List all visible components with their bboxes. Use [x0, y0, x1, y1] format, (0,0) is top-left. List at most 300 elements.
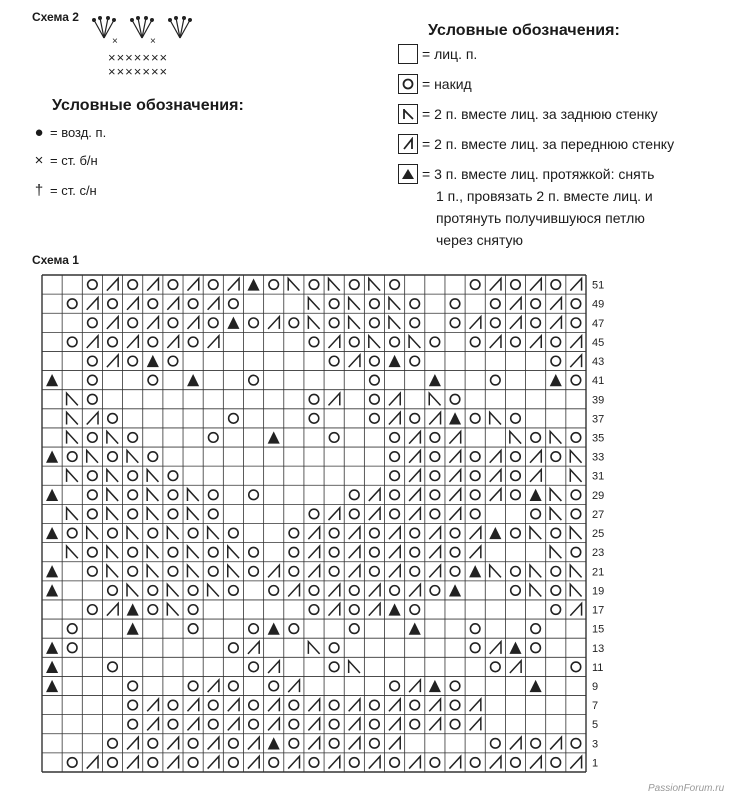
yarnover-circle-mark [410, 299, 420, 309]
k2tog-back-mark [167, 584, 178, 596]
yarnover-circle-mark [188, 299, 198, 309]
yarnover-circle-mark [88, 394, 98, 404]
yarnover-circle-mark [531, 318, 541, 328]
k2tog-back-mark [127, 584, 138, 596]
k2tog-front-mark [228, 278, 239, 290]
sk2p-triangle-mark [46, 374, 58, 386]
yarnover-circle-mark [329, 356, 339, 366]
yarnover-circle-mark [148, 452, 158, 462]
yarnover-circle-mark [531, 433, 541, 443]
yarnover-circle-mark [370, 356, 380, 366]
k2tog-back-mark [550, 489, 561, 501]
yarnover-circle-mark [188, 624, 198, 634]
sk2p-triangle-mark [389, 603, 401, 615]
k2tog-front-mark [449, 470, 460, 482]
k2tog-front-mark [329, 393, 340, 405]
k2tog-front-mark [510, 737, 521, 749]
k2tog-front-mark [449, 450, 460, 462]
k2tog-back-mark [147, 489, 158, 501]
k2tog-front-mark [530, 336, 541, 348]
yarnover-circle-mark [531, 509, 541, 519]
k2tog-back-mark [187, 565, 198, 577]
yarnover-circle-mark [390, 280, 400, 290]
k2tog-back-mark [530, 527, 541, 539]
k2tog-front-mark [147, 278, 158, 290]
k2tog-front-mark [389, 546, 400, 558]
yarnover-circle-mark [350, 490, 360, 500]
svg-text:×: × [112, 36, 118, 47]
yarnover-circle-mark [88, 547, 98, 557]
yarnover-circle-mark [329, 299, 339, 309]
k2tog-front-mark [127, 756, 138, 768]
row-number-label: 21 [592, 566, 605, 579]
row-number-label: 9 [592, 680, 599, 693]
k2tog-front-mark [87, 412, 98, 424]
yarnover-circle-mark [491, 662, 501, 672]
yarnover-circle-mark [531, 643, 541, 653]
sk2p-triangle-mark [429, 680, 441, 692]
k2tog-front-mark [409, 431, 420, 443]
yarnover-circle-mark [67, 528, 77, 538]
k2tog-back-mark [389, 317, 400, 329]
yarnover-circle-mark [289, 700, 299, 710]
yarnover-circle-mark [128, 318, 138, 328]
yarnover-circle-mark [410, 605, 420, 615]
yarnover-circle-mark [571, 509, 581, 519]
legend-row-triangle: = 3 п. вместе лиц. протяжкой: снять [398, 164, 654, 184]
k2tog-front-mark [490, 470, 501, 482]
yarnover-circle-mark [309, 509, 319, 519]
yarnover-circle-mark [168, 719, 178, 729]
yarnover-circle-mark [269, 758, 279, 768]
row-number-label: 11 [592, 661, 604, 674]
k2tog-back-mark [530, 565, 541, 577]
yarnover-circle-mark [329, 567, 339, 577]
yarnover-circle-mark [350, 758, 360, 768]
scheme2-title: Схема 2 [32, 10, 79, 24]
k2tog-front-mark [490, 450, 501, 462]
k2tog-front-mark [570, 336, 581, 348]
k2tog-front-mark [449, 431, 460, 443]
yarnover-circle-mark [188, 337, 198, 347]
yarnover-circle-mark [249, 547, 259, 557]
yarnover-circle-mark [249, 567, 259, 577]
k2tog-front-mark [389, 412, 400, 424]
sk2p-triangle-mark [268, 431, 280, 443]
yarnover-circle-mark [67, 758, 77, 768]
yarnover-circle-mark [370, 414, 380, 424]
sk2p-triangle-mark [127, 603, 139, 615]
yarnover-circle-mark [289, 739, 299, 749]
k2tog-back-mark [570, 450, 581, 462]
k2tog-back-mark [510, 431, 521, 443]
row-number-label: 33 [592, 451, 605, 464]
yarnover-circle-mark [88, 318, 98, 328]
k2tog-front-mark [208, 336, 219, 348]
yarnover-circle-mark [491, 318, 501, 328]
yarnover-circle-mark [148, 375, 158, 385]
k2tog-front-mark [570, 603, 581, 615]
yarnover-circle-mark [249, 318, 259, 328]
k2tog-front-mark [369, 603, 380, 615]
k2tog-back-mark [107, 508, 118, 520]
k2tog-back-mark [490, 412, 501, 424]
k2tog-front-mark [369, 508, 380, 520]
k2tog-back-mark [228, 546, 239, 558]
k2tog-back-mark [87, 527, 98, 539]
yarnover-circle-mark [450, 528, 460, 538]
yarnover-circle-mark [289, 567, 299, 577]
k2tog-back-mark [308, 298, 319, 310]
yarnover-circle-mark [551, 337, 561, 347]
yarnover-circle-mark [188, 528, 198, 538]
yarnover-circle-mark [410, 719, 420, 729]
yarnover-circle-mark [128, 509, 138, 519]
k2tog-front-mark [107, 603, 118, 615]
yarnover-circle-mark [148, 586, 158, 596]
k2tog-front-mark [570, 355, 581, 367]
k2tog-back-mark [308, 642, 319, 654]
k2tog-front-mark [429, 718, 440, 730]
k2tog-front-mark [530, 756, 541, 768]
k2tog-front-mark [308, 718, 319, 730]
k2tog-front-mark [470, 317, 481, 329]
k2tog-back-mark [67, 393, 78, 405]
yarnover-circle-mark [289, 719, 299, 729]
yarnover-circle-mark [450, 318, 460, 328]
k2tog-front-mark [510, 298, 521, 310]
yarnover-circle-mark [289, 528, 299, 538]
yarnover-circle-mark [128, 547, 138, 557]
yarnover-circle-mark [511, 452, 521, 462]
yarnover-circle-mark [450, 299, 460, 309]
yarnover-circle-mark [410, 356, 420, 366]
row-number-label: 3 [592, 738, 599, 751]
k2tog-front-mark [167, 756, 178, 768]
yarnover-circle-mark [148, 758, 158, 768]
yarnover-circle-mark [470, 490, 480, 500]
k2tog-front-mark [248, 756, 259, 768]
yarnover-circle-mark [370, 394, 380, 404]
k2tog-back-mark [570, 584, 581, 596]
yarnover-circle-mark [168, 471, 178, 481]
sk2p-triangle-mark [268, 737, 280, 749]
k2tog-front-mark [490, 642, 501, 654]
yarnover-circle-mark [571, 739, 581, 749]
row-number-label: 37 [592, 413, 605, 426]
yarnover-circle-mark [370, 719, 380, 729]
yarnover-circle-mark [208, 567, 218, 577]
k2tog-front-mark [490, 278, 501, 290]
k2tog-front-mark [449, 756, 460, 768]
yarnover-circle-mark [148, 299, 158, 309]
k2tog-front-mark [167, 298, 178, 310]
k2tog-front-mark [349, 737, 360, 749]
yarnover-circle-mark [571, 490, 581, 500]
yarnover-circle-mark [390, 758, 400, 768]
k2tog-front-mark [187, 317, 198, 329]
yarnover-circle-mark [108, 414, 118, 424]
yarnover-circle-mark [67, 643, 77, 653]
k2tog-front-mark [208, 737, 219, 749]
scheme2-legend-title: Условные обозначения: [52, 97, 244, 114]
row-number-label: 47 [592, 317, 605, 330]
yarnover-circle-mark [229, 758, 239, 768]
k2tog-back-mark [147, 470, 158, 482]
k2tog-back-mark [107, 489, 118, 501]
sk2p-triangle-mark [429, 374, 441, 386]
k2tog-back-mark [107, 565, 118, 577]
yarnover-circle-mark [88, 567, 98, 577]
row-number-label: 51 [592, 279, 605, 292]
yarnover-circle-mark [249, 624, 259, 634]
k2tog-front-mark [349, 699, 360, 711]
yarnover-circle-mark [350, 624, 360, 634]
yarnover-circle-mark [128, 280, 138, 290]
yarnover-circle-mark [128, 719, 138, 729]
yarnover-circle-mark [491, 299, 501, 309]
sk2p-triangle-mark [509, 642, 521, 654]
k2tog-back-mark [208, 527, 219, 539]
row-number-label: 27 [592, 508, 605, 521]
yarnover-circle-mark [430, 490, 440, 500]
k2tog-back-mark [349, 661, 360, 673]
yarnover-circle-mark [168, 318, 178, 328]
yarnover-circle-mark [470, 337, 480, 347]
yarnover-circle-mark [370, 318, 380, 328]
k2tog-front-mark [389, 737, 400, 749]
yarnover-circle-mark [148, 528, 158, 538]
yarnover-circle-mark [208, 547, 218, 557]
yarnover-circle-mark [67, 452, 77, 462]
yarnover-circle-mark [208, 700, 218, 710]
sk2p-triangle-mark [187, 374, 199, 386]
yarnover-circle-mark [309, 586, 319, 596]
k2tog-front-mark [409, 470, 420, 482]
sk2p-triangle-mark [227, 317, 239, 329]
k2tog-front-mark [530, 470, 541, 482]
k2tog-front-mark [308, 546, 319, 558]
yarnover-circle-mark [470, 414, 480, 424]
yarnover-circle-mark [148, 337, 158, 347]
scheme1-title: Схема 1 [32, 253, 79, 267]
watermark: PassionForum.ru [648, 783, 725, 794]
sk2p-triangle-mark [46, 565, 58, 577]
yarnover-circle-mark [531, 624, 541, 634]
yarnover-circle-mark [571, 547, 581, 557]
yarnover-circle-mark [350, 509, 360, 519]
yarnover-circle-mark [249, 375, 259, 385]
yarnover-circle-mark [329, 547, 339, 557]
sk2p-triangle-mark [46, 661, 58, 673]
k2tog-back-mark [147, 546, 158, 558]
k2tog-back-mark [208, 584, 219, 596]
sk2p-triangle-mark [489, 527, 501, 539]
k2tog-front-mark [409, 450, 420, 462]
scheme2-legend-cross: × = ст. б/н [32, 152, 98, 169]
k2tog-front-mark [449, 489, 460, 501]
yarnover-circle-mark [450, 567, 460, 577]
k2tog-front-mark [107, 278, 118, 290]
yarnover-circle-mark [88, 433, 98, 443]
yarnover-circle-mark [168, 356, 178, 366]
k2tog-back-mark [550, 431, 561, 443]
k2tog-front-mark [308, 565, 319, 577]
sk2p-triangle-mark [46, 680, 58, 692]
yarnover-circle-mark [229, 586, 239, 596]
k2tog-front-mark [127, 737, 138, 749]
yarnover-circle-mark [430, 758, 440, 768]
k2tog-front-mark [429, 699, 440, 711]
k2tog-front-mark [550, 317, 561, 329]
cross-icon: × [34, 152, 44, 169]
scheme2-legend-dot: ● = возд. п. [32, 124, 106, 141]
row-number-label: 45 [592, 336, 605, 349]
yarnover-circle-mark [470, 509, 480, 519]
yarnover-circle-mark [430, 471, 440, 481]
k2tog-front-mark [349, 355, 360, 367]
sk2p-triangle-mark [469, 565, 481, 577]
k2tog-front-mark [268, 565, 279, 577]
k2tog-back-mark [550, 546, 561, 558]
row-number-label: 35 [592, 432, 605, 445]
yarnover-circle-mark [511, 471, 521, 481]
yarnover-circle-mark [531, 299, 541, 309]
yarnover-circle-mark [108, 586, 118, 596]
yarnover-circle-mark [188, 758, 198, 768]
yarnover-circle-mark [450, 547, 460, 557]
k2tog-back-mark [349, 298, 360, 310]
sk2p-triangle-mark [127, 623, 139, 635]
yarnover-circle-mark [491, 375, 501, 385]
yarnover-circle-mark [88, 471, 98, 481]
k2tog-front-mark [429, 412, 440, 424]
yarnover-circle-mark [511, 758, 521, 768]
k2tog-front-mark [389, 718, 400, 730]
k2tog-front-mark [228, 699, 239, 711]
k2tog-back-mark [570, 527, 581, 539]
sk2p-triangle-mark [409, 623, 421, 635]
k2tog-back-mark [147, 565, 158, 577]
k2tog-front-mark [248, 737, 259, 749]
yarnover-circle-mark [511, 567, 521, 577]
k2tog-front-mark [389, 565, 400, 577]
k2tog-back-mark [530, 584, 541, 596]
yarnover-circle-mark [470, 280, 480, 290]
yarnover-circle-mark [350, 337, 360, 347]
yarnover-circle-mark [390, 681, 400, 691]
sk2p-triangle-mark [449, 584, 461, 596]
k2tog-front-mark [268, 699, 279, 711]
yarnover-circle-mark [188, 605, 198, 615]
yarnover-circle-mark [370, 700, 380, 710]
k2tog-back-mark [147, 508, 158, 520]
k2tog-front-mark [429, 565, 440, 577]
k2tog-back-mark [369, 336, 380, 348]
k2tog-front-mark [349, 527, 360, 539]
yarnover-circle-mark [148, 605, 158, 615]
yarnover-circle-mark [108, 337, 118, 347]
k2tog-front-mark [208, 756, 219, 768]
k2tog-front-mark [167, 336, 178, 348]
k2tog-front-mark [329, 603, 340, 615]
yarnover-circle-mark [168, 509, 178, 519]
yarnover-circle-mark [350, 586, 360, 596]
k2tog-back-mark [570, 470, 581, 482]
yarnover-circle-mark [470, 452, 480, 462]
yarnover-circle-mark [450, 700, 460, 710]
k2tog-front-mark [429, 527, 440, 539]
k2tog-front-mark [208, 680, 219, 692]
yarnover-circle-mark [108, 452, 118, 462]
row-number-label: 19 [592, 585, 605, 598]
k2tog-back-mark [67, 546, 78, 558]
yarnover-circle-mark [168, 547, 178, 557]
yarnover-circle-mark [571, 375, 581, 385]
row-number-label: 25 [592, 528, 605, 541]
row-number-label: 41 [592, 375, 605, 388]
row-number-label: 7 [592, 700, 599, 713]
legend-row-back-slash: = 2 п. вместе лиц. за заднюю стенку [398, 104, 658, 124]
row-number-label: 49 [592, 298, 605, 311]
sk2p-triangle-mark [550, 374, 562, 386]
yarnover-circle-mark [128, 681, 138, 691]
k2tog-front-mark [308, 737, 319, 749]
row-number-label: 1 [592, 757, 599, 770]
scheme2-legend-dagger: † = ст. с/н [32, 182, 97, 199]
yarnover-circle-mark [410, 318, 420, 328]
k2tog-front-mark [308, 699, 319, 711]
k2tog-back-mark [107, 470, 118, 482]
k2tog-front-mark [490, 336, 501, 348]
k2tog-front-mark [329, 336, 340, 348]
k2tog-front-mark [268, 661, 279, 673]
k2tog-back-mark [67, 470, 78, 482]
yarnover-circle-mark [249, 700, 259, 710]
yarnover-circle-mark [269, 280, 279, 290]
k2tog-front-mark [389, 699, 400, 711]
yarnover-circle-mark [67, 299, 77, 309]
yarnover-circle-mark [208, 318, 218, 328]
k2tog-back-mark [127, 527, 138, 539]
yarnover-circle-mark [511, 528, 521, 538]
yarnover-circle-mark [390, 337, 400, 347]
yarnover-circle-mark [450, 681, 460, 691]
yarnover-circle-mark [511, 586, 521, 596]
yarnover-circle-mark [430, 586, 440, 596]
yarnover-circle-mark [410, 414, 420, 424]
yarnover-circle-mark [289, 547, 299, 557]
k2tog-front-mark [87, 336, 98, 348]
yarnover-circle-mark [470, 471, 480, 481]
k2tog-back-mark [187, 546, 198, 558]
yarnover-circle-mark [249, 719, 259, 729]
main-legend-title: Условные обозначения: [428, 22, 620, 39]
sk2p-triangle-mark [46, 584, 58, 596]
yarnover-circle-mark [208, 433, 218, 443]
k2tog-back-mark [107, 546, 118, 558]
yarnover-circle-mark [128, 567, 138, 577]
k2tog-back-mark [409, 336, 420, 348]
yarnover-circle-mark [108, 299, 118, 309]
k2tog-back-mark [167, 603, 178, 615]
yarnover-circle-mark [470, 624, 480, 634]
yarnover-circle-mark [370, 739, 380, 749]
yarnover-circle-mark [329, 662, 339, 672]
yarnover-circle-mark [470, 643, 480, 653]
yarnover-circle-mark [309, 394, 319, 404]
yarnover-circle-mark [329, 318, 339, 328]
